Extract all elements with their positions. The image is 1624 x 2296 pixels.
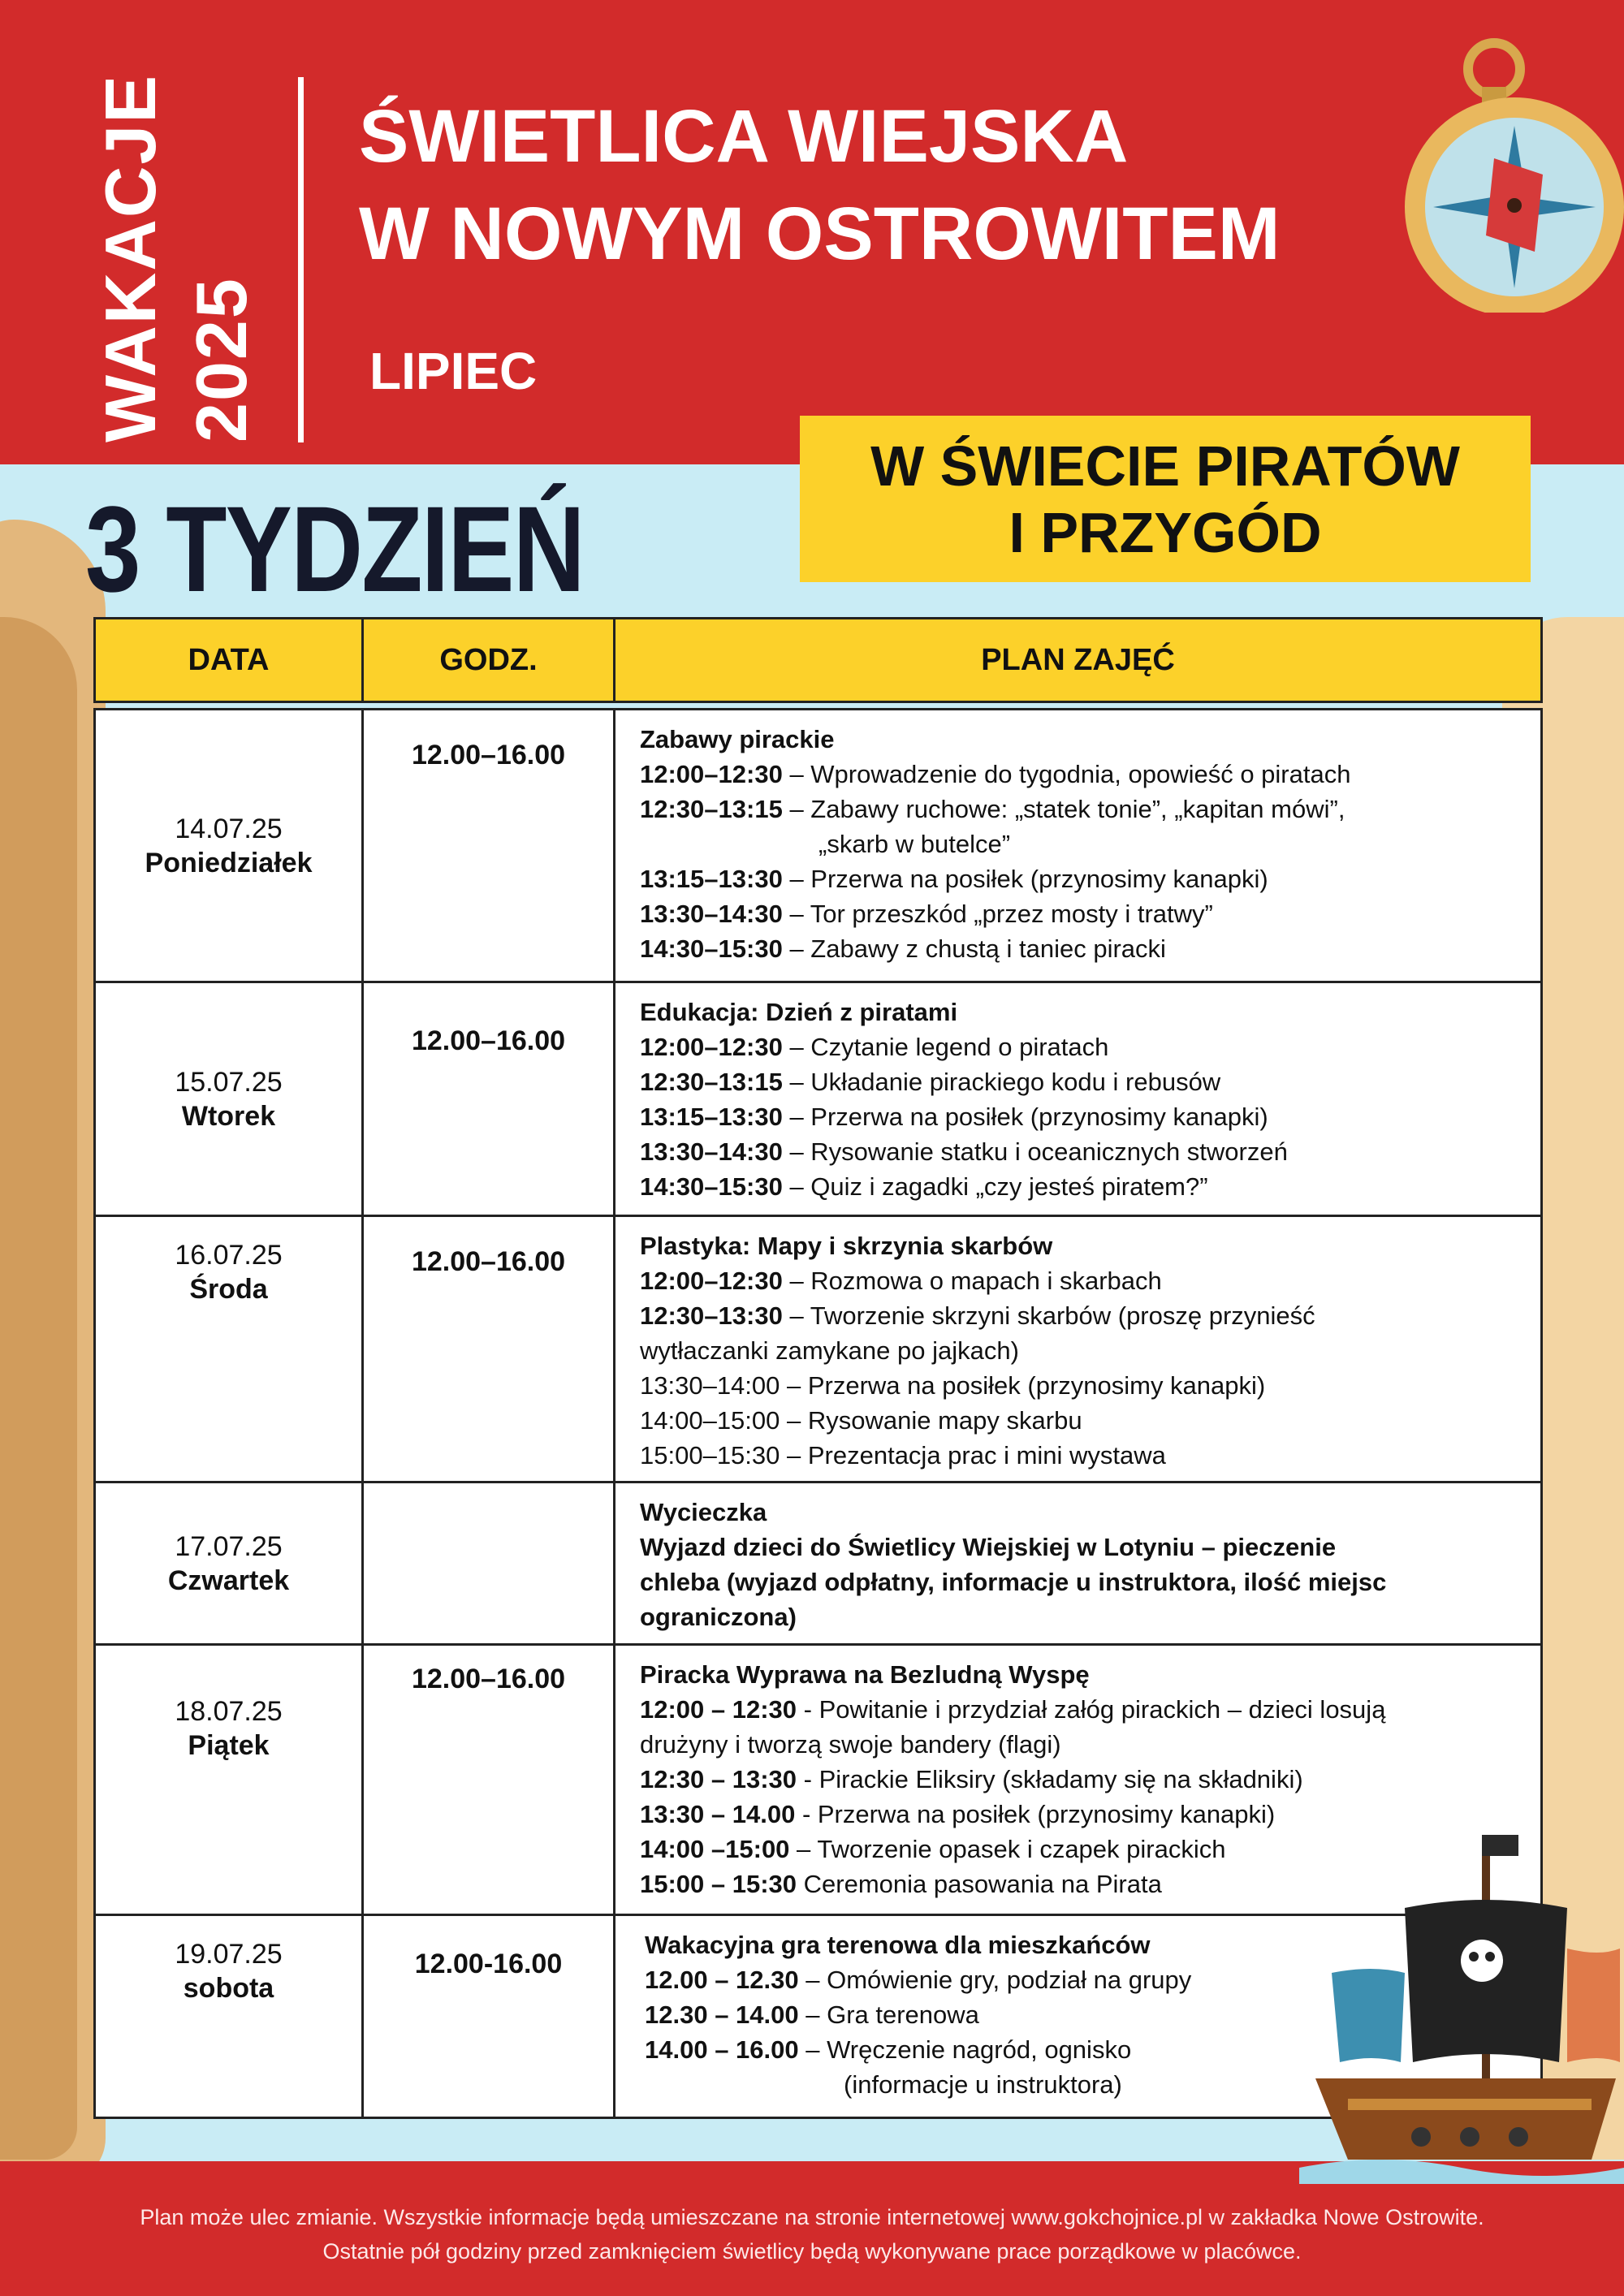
footer-note	[0, 2200, 1624, 2268]
activity-description: Wyjazd dzieci do Świetlicy Wiejskiej w Lotyniu – pieczenie chleba (wyjazd odpłatny, informacje u instruktora, ilość miejsc ograniczona)	[640, 1533, 1387, 1631]
time-cell: 12.00–16.00	[363, 1645, 615, 1915]
time-cell	[363, 1482, 615, 1645]
activity-item: 12:30–13:15 – Zabawy ruchowe: „statek tonie”, „kapitan mówi”,	[640, 795, 1345, 823]
activity-item: 12:30 – 13:30 - Pirackie Eliksiry (składamy się na składniki)	[640, 1765, 1303, 1793]
activity-item: 13:30–14:00 – Przerwa na posiłek (przynosimy kanapki)	[640, 1371, 1266, 1400]
time-cell: 12.00-16.00	[363, 1915, 615, 2118]
theme-banner	[800, 416, 1531, 582]
table-row	[95, 982, 1542, 1216]
activity-item: (informacje u instruktora)	[844, 2070, 1122, 2099]
activity-item: 12:00–12:30 – Wprowadzenie do tygodnia, opowieść o piratach	[640, 760, 1351, 788]
activity-item: 12:00 – 12:30 - Powitanie i przydział załóg pirackich – dzieci losują	[640, 1695, 1386, 1724]
date-cell	[95, 1216, 363, 1482]
vertical-title-line: WAKACJE	[90, 73, 171, 442]
activity-item: 12.30 – 14.00 – Gra terenowa	[645, 2000, 979, 2029]
activity-item: 13:15–13:30 – Przerwa na posiłek (przynosimy kanapki)	[640, 865, 1268, 893]
activity-item: 12:00–12:30 – Czytanie legend o piratach	[640, 1033, 1109, 1061]
sand-decoration-dark	[0, 617, 77, 2160]
footer-line: Plan może ulec zmianie. Wszystkie informacje będą umieszczane na stronie internetowej www.gokchojnice.pl w zakładka Nowe Ostrowite.	[140, 2205, 1484, 2229]
schedule-header	[93, 617, 1543, 703]
plan-cell	[615, 710, 1542, 982]
date-cell	[95, 1482, 363, 1645]
activity-item: 12.00 – 12.30 – Omówienie gry, podział na grupy	[645, 1966, 1192, 1994]
activity-title: Wycieczka	[640, 1498, 767, 1526]
date-cell	[95, 1645, 363, 1915]
page-title	[359, 88, 1358, 283]
activity-item: drużyny i tworzą swoje bandery (flagi)	[640, 1730, 1061, 1759]
plan-cell	[615, 982, 1542, 1216]
day-name: Poniedziałek	[145, 847, 313, 878]
time-cell: 12.00–16.00	[363, 710, 615, 982]
theme-line: W ŚWIECIE PIRATÓW	[870, 434, 1460, 498]
table-row	[95, 710, 1542, 982]
vertical-title-line: 2025	[181, 277, 261, 442]
activity-item: 13:30–14:30 – Tor przeszkód „przez mosty i tratwy”	[640, 900, 1213, 928]
activity-item: 14:00–15:00 – Rysowanie mapy skarbu	[640, 1406, 1082, 1435]
activity-title: Plastyka: Mapy i skrzynia skarbów	[640, 1232, 1053, 1260]
date-cell	[95, 1915, 363, 2118]
activity-title: Wakacyjna gra terenowa dla mieszkańców	[645, 1931, 1151, 1959]
time-cell: 12.00–16.00	[363, 982, 615, 1216]
week-title: 3 TYDZIEŃ	[85, 481, 585, 617]
theme-line: I PRZYGÓD	[1009, 500, 1322, 564]
table-row	[95, 1482, 1542, 1645]
activity-title: Piracka Wyprawa na Bezludną Wyspę	[640, 1660, 1090, 1689]
activity-item: 12:00–12:30 – Rozmowa o mapach i skarbach	[640, 1267, 1162, 1295]
activity-item: 15:00 – 15:30 Ceremonia pasowania na Pirata	[640, 1870, 1162, 1898]
date-value: 16.07.25	[175, 1240, 283, 1271]
column-header-plan: PLAN ZAJĘĆ	[615, 619, 1542, 702]
compass-icon	[1380, 37, 1624, 313]
page-title-line: W NOWYM OSTROWITEM	[359, 192, 1281, 275]
day-name: Środa	[189, 1274, 268, 1305]
date-value: 15.07.25	[175, 1066, 283, 1098]
date-value: 18.07.25	[175, 1696, 283, 1727]
date-value: 14.07.25	[175, 813, 283, 844]
activity-item: 12:30–13:15 – Układanie pirackiego kodu i rebusów	[640, 1068, 1221, 1096]
month-label: LIPIEC	[369, 342, 538, 400]
activity-item: 14:30–15:30 – Quiz i zagadki „czy jesteś piratem?”	[640, 1172, 1208, 1201]
activity-item: 13:15–13:30 – Przerwa na posiłek (przynosimy kanapki)	[640, 1103, 1268, 1131]
date-value: 19.07.25	[175, 1939, 283, 1970]
pirate-ship-icon	[1299, 1819, 1624, 2184]
page-title-line: ŚWIETLICA WIEJSKA	[359, 95, 1129, 178]
activity-item: wytłaczanki zamykane po jajkach)	[640, 1336, 1019, 1365]
day-name: Piątek	[188, 1730, 270, 1761]
activity-item: 13:30–14:30 – Rysowanie statku i oceanicznych stworzeń	[640, 1137, 1288, 1166]
date-cell	[95, 710, 363, 982]
plan-cell	[615, 1216, 1542, 1482]
plan-cell	[615, 1482, 1542, 1645]
activity-item: 15:00–15:30 – Prezentacja prac i mini wystawa	[640, 1441, 1166, 1470]
day-name: Czwartek	[167, 1564, 290, 1596]
footer-line: Ostatnie pół godziny przed zamknięciem świetlicy będą wykonywane prace porządkowe w placówce.	[322, 2239, 1302, 2264]
activity-item: 14:00 –15:00 – Tworzenie opasek i czapek pirackich	[640, 1835, 1226, 1863]
column-header-time: GODZ.	[363, 619, 615, 702]
date-cell	[95, 982, 363, 1216]
activity-item: 14:30–15:30 – Zabawy z chustą i taniec piracki	[640, 934, 1166, 963]
day-name: Wtorek	[181, 1100, 276, 1132]
activity-item: 12:30–13:30 – Tworzenie skrzyni skarbów (proszę przynieść	[640, 1301, 1315, 1330]
time-cell: 12.00–16.00	[363, 1216, 615, 1482]
activity-item: 13:30 – 14.00 - Przerwa na posiłek (przynosimy kanapki)	[640, 1800, 1276, 1828]
vertical-title	[85, 37, 267, 442]
activity-title: Zabawy pirackie	[640, 725, 835, 753]
date-value: 17.07.25	[175, 1530, 283, 1562]
activity-item: „skarb w butelce”	[818, 830, 1011, 858]
column-header-date: DATA	[95, 619, 363, 702]
activity-item: 14.00 – 16.00 – Wręczenie nagród, ognisko	[645, 2035, 1132, 2064]
table-row	[95, 1216, 1542, 1482]
header-divider	[298, 77, 304, 442]
day-name: sobota	[183, 1973, 274, 2004]
activity-title: Edukacja: Dzień z piratami	[640, 998, 958, 1026]
